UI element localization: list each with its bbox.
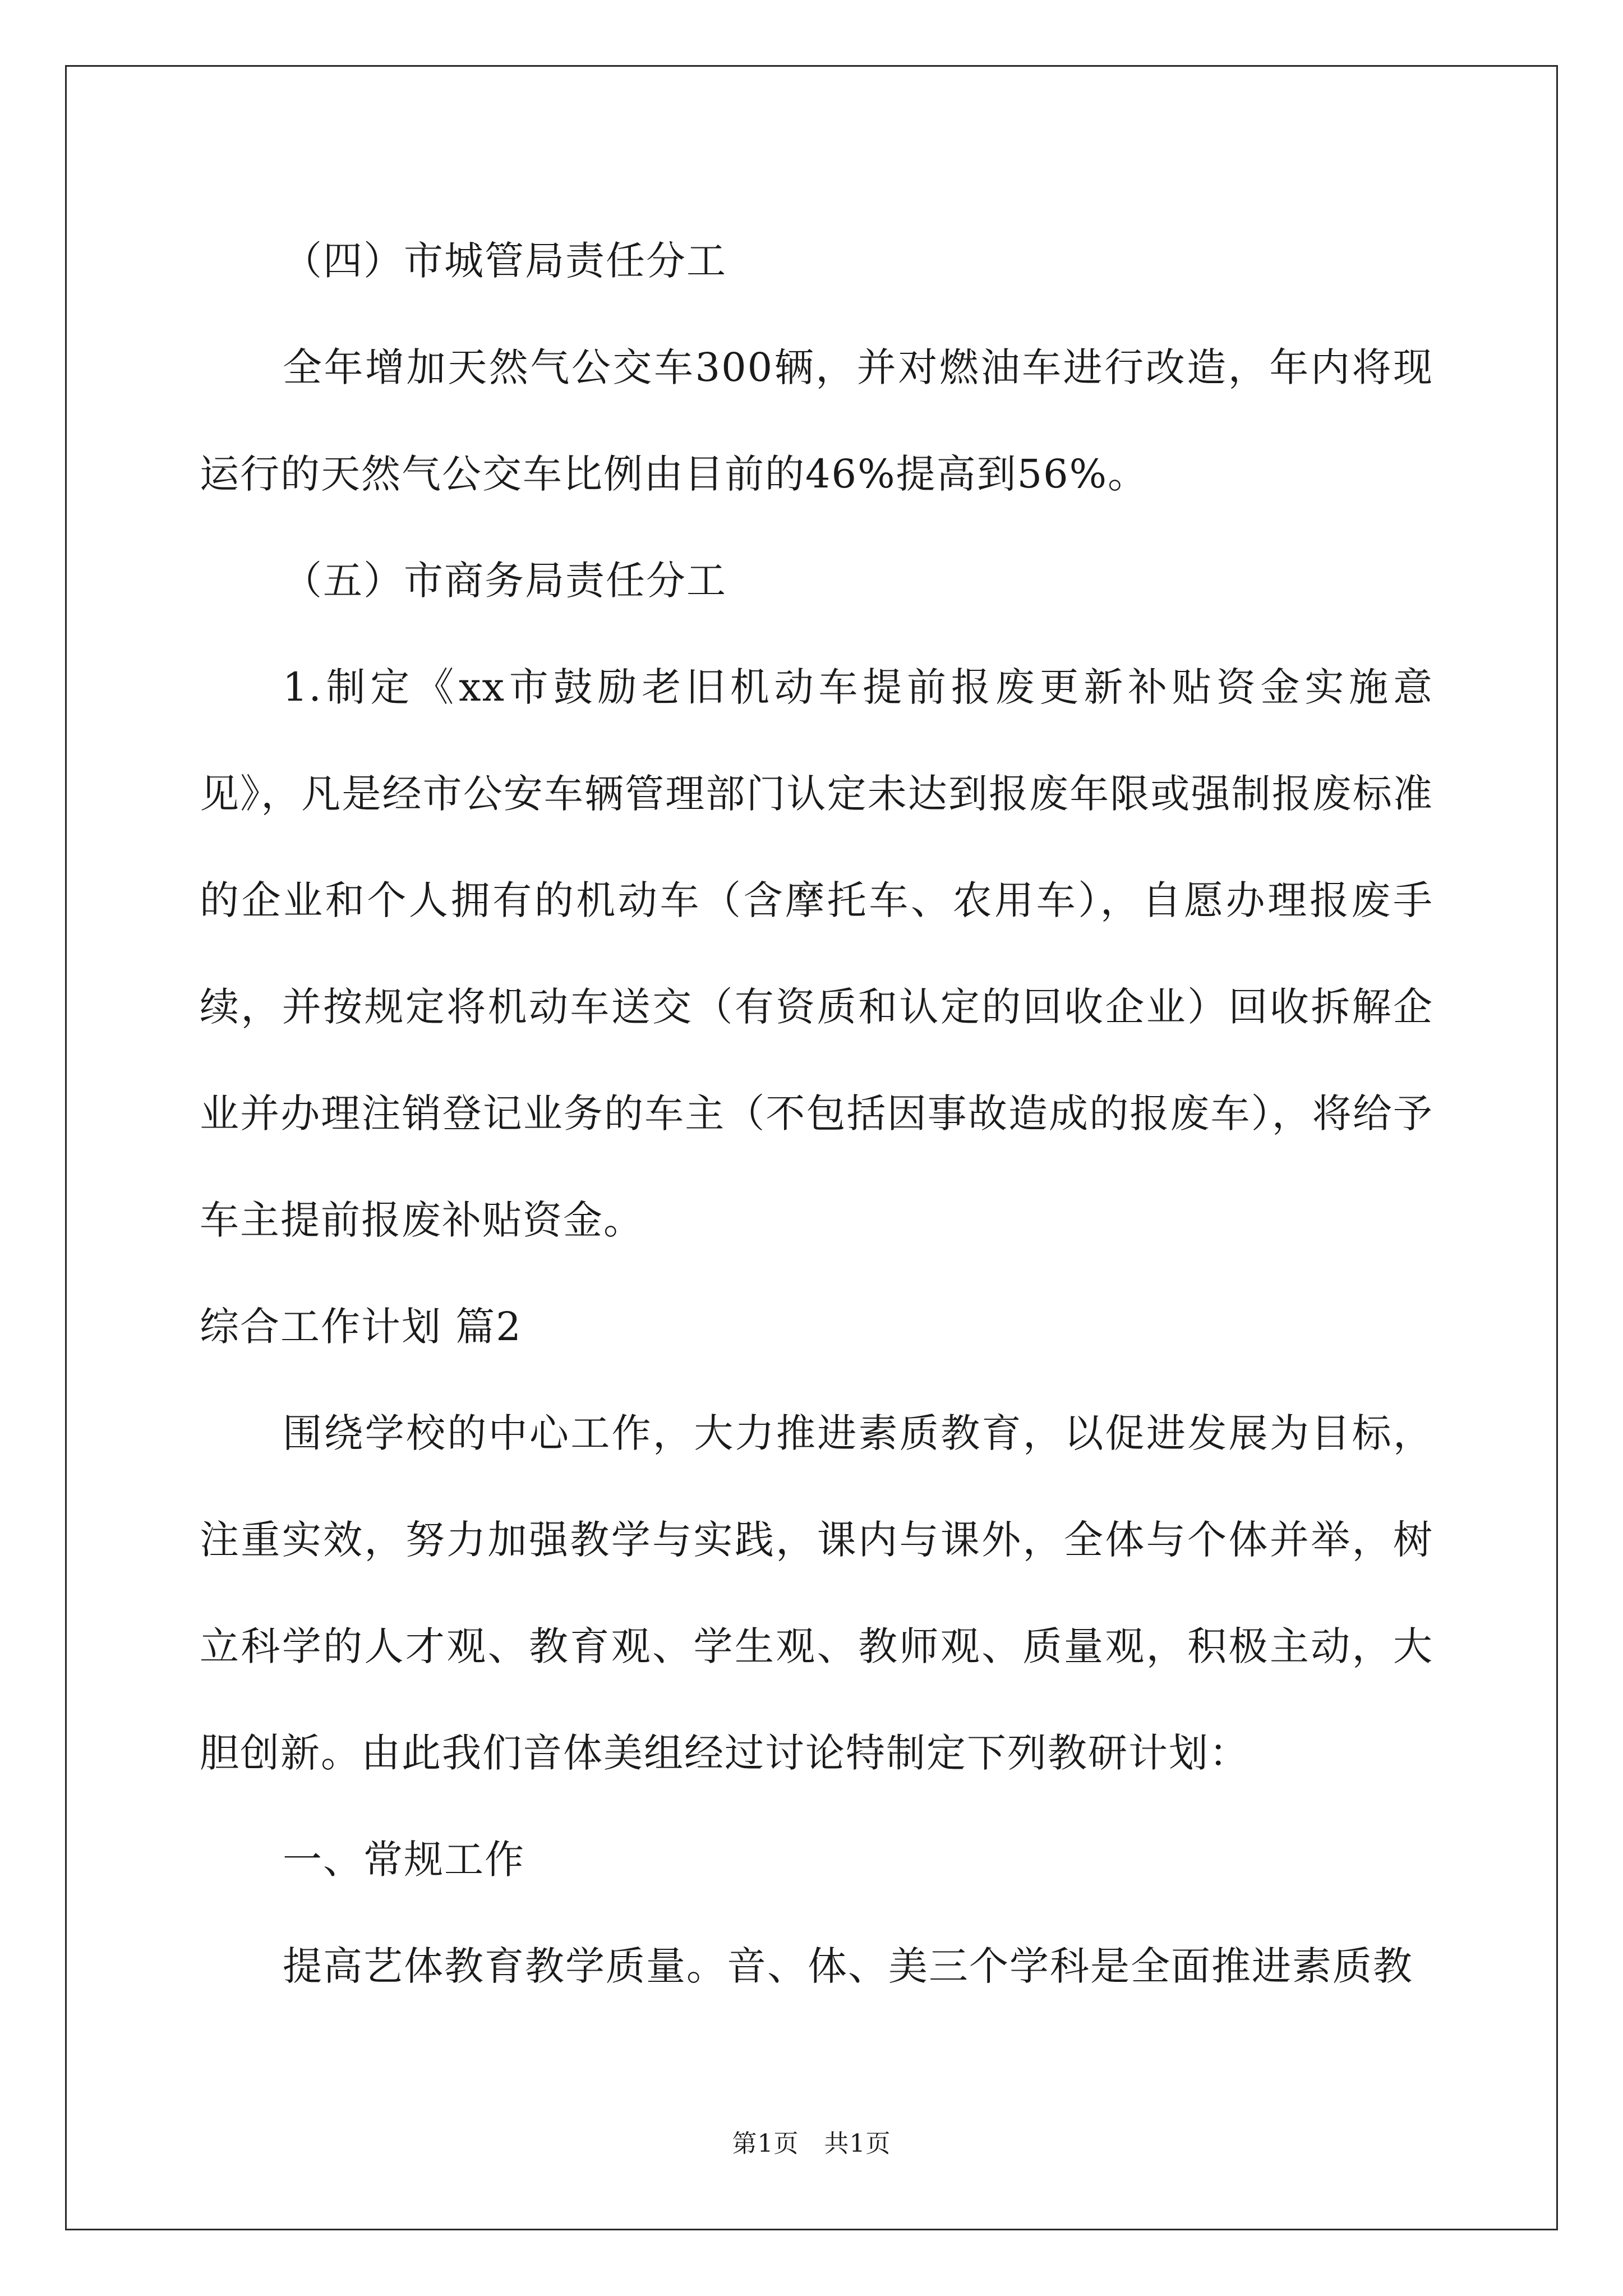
paragraph-arts-sports-quality: 提高艺体教育教学质量。音、体、美三个学科是全面推进素质教 <box>283 1943 1413 1989</box>
section-heading-routine-work: 一、常规工作 <box>283 1837 525 1883</box>
paragraph-scrap-subsidy: 1.制定《xx市鼓励老旧机动车提前报废更新补贴资金实施意见》，凡是经市公安车辆管理部门认定未达到报废年限或强制报废标准的企业和个人拥有的机动车（含摩托车、农用车），自愿办理报废手续，并按规定将机动车送交（有资质和认定的回收企业）回收拆解企业并办理注销登记业务的车主（不包括因事故造成的报废车），将给予车主提前报废补贴资金。 <box>200 664 1433 1243</box>
paragraph-quality-education: 围绕学校的中心工作，大力推进素质教育，以促进发展为目标，注重实效，努力加强教学与实践，课内与课外，全体与个体并举，树立科学的人才观、教育观、学生观、教师观、质量观，积极主动，大胆创新。由此我们音体美组经过讨论特制定下列教研计划： <box>200 1410 1433 1776</box>
section-heading-4: （四）市城管局责任分工 <box>283 238 727 284</box>
document-body <box>200 208 1433 2019</box>
article-title-2: 综合工作计划 篇2 <box>200 1304 522 1350</box>
paragraph-gas-buses: 全年增加天然气公交车300辆，并对燃油车进行改造，年内将现运行的天然气公交车比例由目前的46%提高到56%。 <box>200 344 1433 497</box>
section-heading-5: （五）市商务局责任分工 <box>283 558 727 604</box>
page-number: 第1页 共1页 <box>732 2129 891 2158</box>
